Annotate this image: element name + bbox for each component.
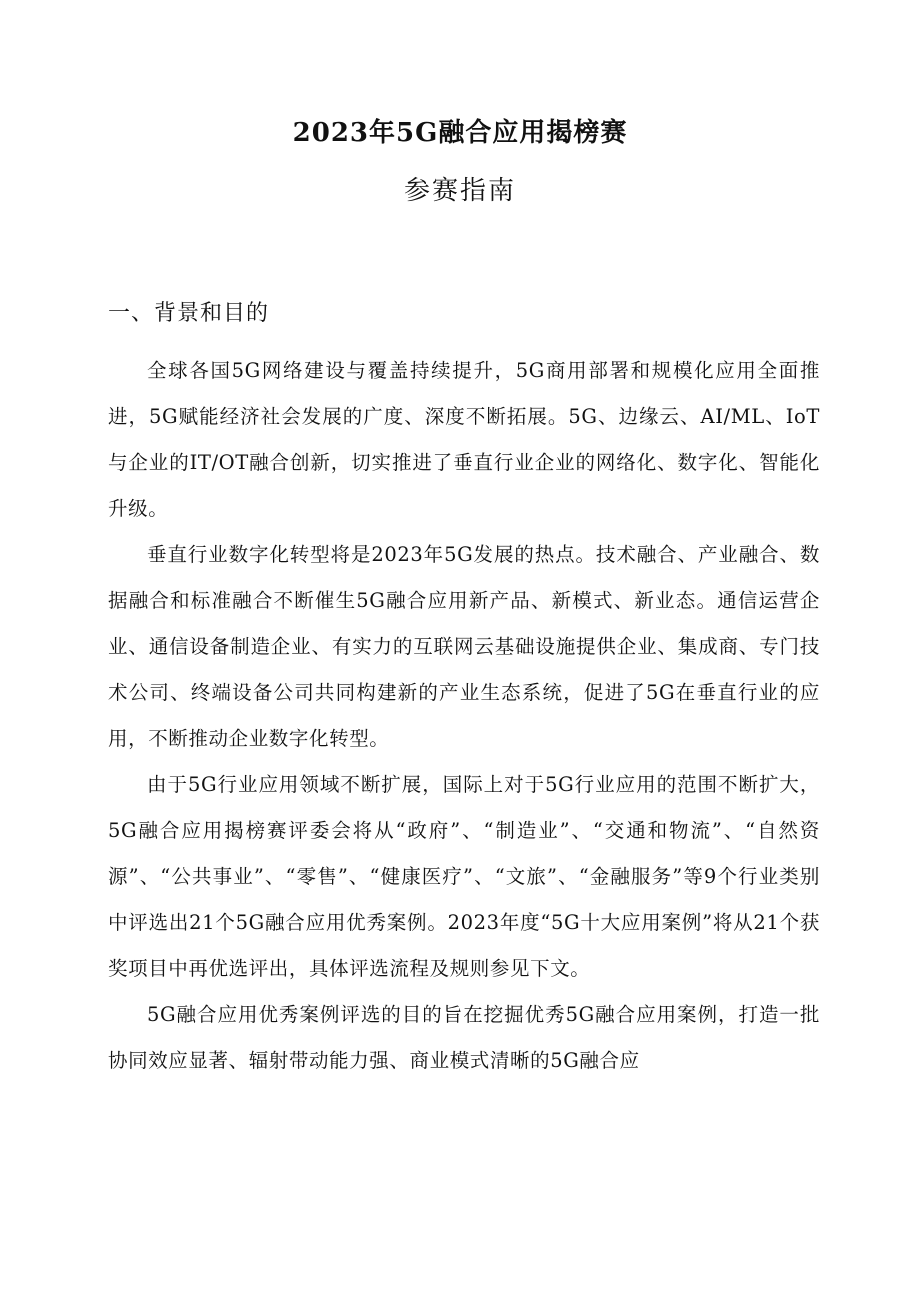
document-title: 2023年5G融合应用揭榜赛 (292, 118, 628, 148)
section-body (108, 348, 820, 1084)
paragraph-2: 垂直行业数字化转型将是2023年5G发展的热点。技术融合、产业融合、数据融合和标准融合不断催生5G融合应用新产品、新模式、新业态。通信运营企业、通信设备制造企业、有实力的互联网云基础设施提供企业、集成商、专门技术公司、终端设备公司共同构建新的产业生态系统，促进了5G在垂直行业的应用，不断推动企业数字化转型。 (108, 543, 820, 750)
paragraph-1: 全球各国5G网络建设与覆盖持续提升，5G商用部署和规模化应用全面推进，5G赋能经济社会发展的广度、深度不断拓展。5G、边缘云、AI/ML、IoT与企业的IT/OT融合创新，切实推进了垂直行业企业的网络化、数字化、智能化升级。 (108, 359, 820, 520)
paragraph-4: 5G融合应用优秀案例评选的目的旨在挖掘优秀5G融合应用案例，打造一批协同效应显著、辐射带动能力强、商业模式清晰的5G融合应 (108, 1003, 820, 1072)
paragraph-3: 由于5G行业应用领域不断扩展，国际上对于5G行业应用的范围不断扩大，5G融合应用揭榜赛评委会将从“政府”、“制造业”、“交通和物流”、“自然资源”、“公共事业”、“零售”、“健康医疗”、“文旅”、“金融服务”等9个行业类别中评选出21个5G融合应用优秀案例。2023年度“5G十大应用案例”将从21个获奖项目中再优选评出，具体评选流程及规则参见下文。 (108, 773, 820, 980)
document-subtitle: 参赛指南 (403, 176, 516, 206)
section-heading-background: 一、背景和目的 (108, 301, 270, 326)
